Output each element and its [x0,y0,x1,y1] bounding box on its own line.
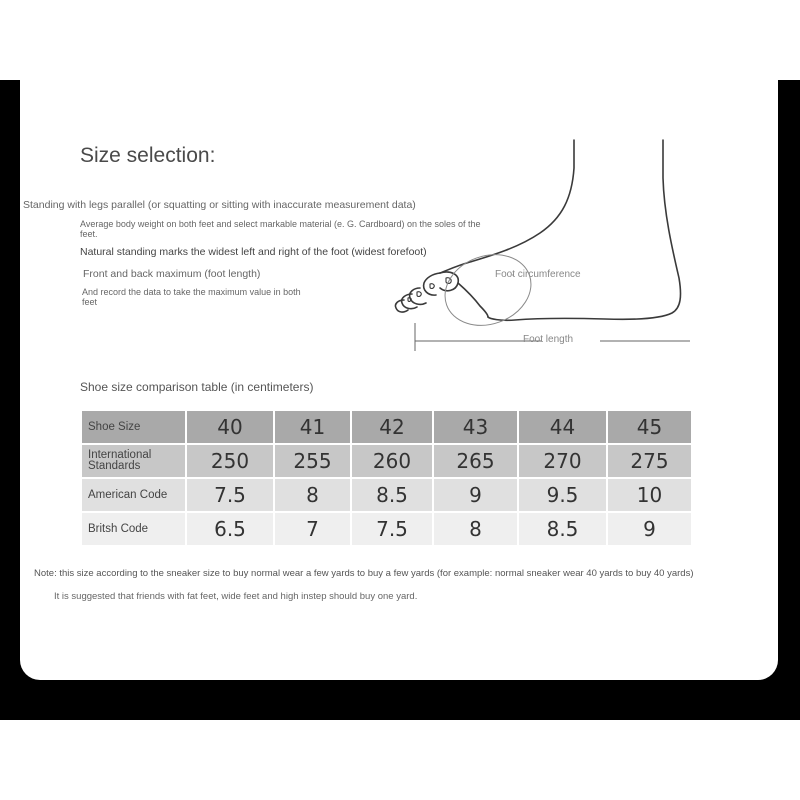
table-cell: 9 [608,513,691,545]
table-cell: 10 [608,479,691,511]
row-label: American Code [82,479,185,511]
table-cell: 7 [275,513,350,545]
table-cell: 6.5 [187,513,273,545]
table-cell: 255 [275,445,350,477]
table-cell: 270 [519,445,606,477]
row-label: Britsh Code [82,513,185,545]
foot-outline-front [440,140,574,273]
table-cell: 260 [352,445,432,477]
table-cell: 250 [187,445,273,477]
toenail [417,292,421,297]
table-cell: 8 [434,513,517,545]
foot-length-label: Foot length [523,334,574,345]
table-cell: 8 [275,479,350,511]
table-cell: 43 [434,411,517,443]
table-cell: 275 [608,445,691,477]
table-cell: 7.5 [187,479,273,511]
size-tip: It is suggested that friends with fat feet, wide feet and high instep should buy one yard. [54,591,418,602]
table-cell: 7.5 [352,513,432,545]
table-title: Shoe size comparison table (in centimeters) [80,380,314,394]
table-cell: 42 [352,411,432,443]
toenail [430,284,434,289]
step-3: Natural standing marks the widest left and right of the foot (widest forefoot) [80,246,427,258]
foot-sole-front [458,283,488,317]
row-label: International Standards [82,445,185,477]
row-label: Shoe Size [82,411,185,443]
table-cell: 44 [519,411,606,443]
table-cell: 9 [434,479,517,511]
table-cell: 265 [434,445,517,477]
table-row [82,445,691,477]
table-cell: 45 [608,411,691,443]
table-cell: 40 [187,411,273,443]
size-guide-card [20,80,778,680]
step-2: Average body weight on both feet and select markable material (e. G. Cardboard) on the soles of the feet. [80,219,481,239]
foot-diagram [390,138,690,363]
table-cell: 8.5 [519,513,606,545]
foot-outline-back [488,140,681,320]
table-cell: 8.5 [352,479,432,511]
table-cell: 9.5 [519,479,606,511]
step-1: Standing with legs parallel (or squatting or sitting with inaccurate measurement data) [23,199,416,211]
size-table [80,409,693,547]
size-note: Note: this size according to the sneaker size to buy normal wear a few yards to buy a few yards (for example: normal sneaker wear 40 yards to buy 40 yards) [34,568,694,579]
toenail [408,298,411,302]
foot-circumference-label: Foot circumference [495,269,581,280]
table-row [82,479,691,511]
table-row [82,411,691,443]
step-5: And record the data to take the maximum value in both feet [82,287,301,307]
table-cell: 41 [275,411,350,443]
page-title: Size selection: [80,144,216,167]
step-4: Front and back maximum (foot length) [83,268,261,280]
table-row [82,513,691,545]
